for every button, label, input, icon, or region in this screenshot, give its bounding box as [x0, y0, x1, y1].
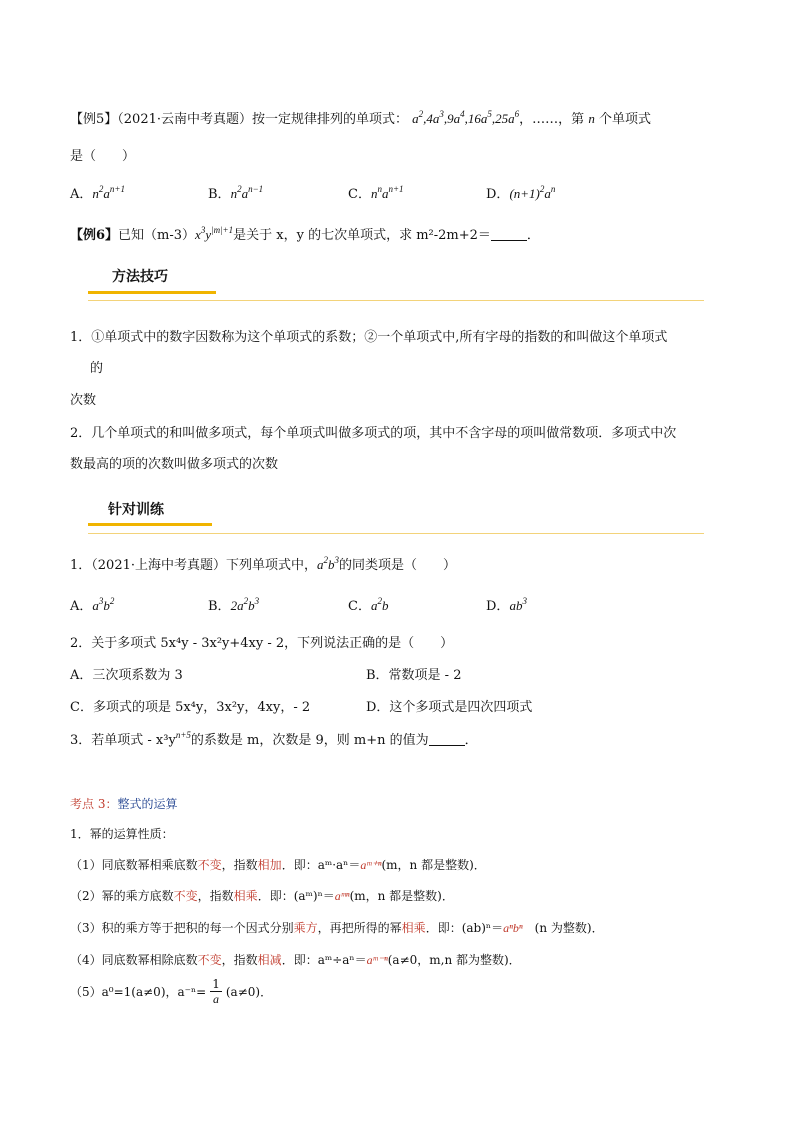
- q2-option-d: D．这个多项式是四次四项式: [366, 700, 533, 715]
- example6-middle: 是关于 x，y 的七次单项式，求 m²-2m+2＝: [233, 228, 491, 243]
- q1-option-b: B．$2a^2b^3$: [208, 596, 260, 614]
- example6-monomial: $x^3y^{|m|+1}$: [195, 225, 234, 242]
- section-rule: [88, 300, 704, 301]
- example-source: （2021·云南中考真题）: [117, 112, 252, 127]
- example-text: 按一定规律排列的单项式：: [252, 112, 409, 127]
- example6-line: [70, 224, 540, 243]
- section-underline: [88, 523, 212, 526]
- example5-line1: [70, 108, 651, 127]
- power-rule-4: （4）同底数幂相除底数不变，指数相减．即：aᵐ÷aⁿ＝aᵐ⁻ⁿ(a≠0，m,n 都为整数)．: [70, 953, 521, 967]
- q2-option-b: B．常数项是 - 2: [366, 668, 462, 683]
- monomial-sequence: $a^2,4a^3,9a^4,16a^5,25a^6$: [412, 109, 520, 126]
- section-underline: [88, 291, 216, 294]
- q1-option-a: A．$a^3b^2$: [70, 596, 115, 614]
- example-tag: 【例5】: [70, 112, 118, 127]
- example5-line2: 是（ ）: [70, 149, 136, 164]
- power-rule-3: （3）积的乘方等于把积的每一个因式分别乘方，再把所得的幂相乘．即：(ab)ⁿ＝aⁿbⁿ (n 为整数)．: [70, 921, 604, 935]
- method-point-2-cont: 数最高的项的次数叫做多项式的次数: [70, 457, 279, 472]
- q1-monomial: $a^2b^3$: [317, 555, 339, 572]
- power-rules-title: 1．幂的运算性质：: [70, 827, 174, 841]
- section-rule: [88, 533, 704, 534]
- variable-n: n: [588, 111, 595, 126]
- example6-prefix: 已知（m-3）: [118, 228, 196, 243]
- fraction: $\frac{1}{a}$: [212, 977, 220, 1006]
- example-tag: 【例6】: [70, 228, 119, 243]
- question-3: 3．若单项式 - $x^3y^{n+5}$的系数是 m，次数是 9，则 m+n 的值为 ．: [70, 730, 478, 748]
- section-title-method: 方法技巧: [112, 269, 168, 285]
- q1-option-c: C．$a^2b$: [348, 596, 389, 614]
- example5-option-c: C．$n^na^{n+1}$: [348, 184, 404, 202]
- example5-option-a: A．$n^2a^{n+1}$: [70, 184, 125, 202]
- method-point-1-cont: 的: [90, 361, 104, 376]
- q2-option-a: A．三次项系数为 3: [70, 668, 183, 683]
- question-2: 2．关于多项式 5x⁴y - 3x²y+4xy - 2，下列说法正确的是（ ）: [70, 636, 454, 651]
- example-tail: ，……，第: [519, 112, 585, 127]
- answer-blank: [429, 733, 465, 746]
- method-point-1: 1．①单项式中的数字因数称为这个单项式的系数；②一个单项式中,所有字母的指数的和叫做这个单项式: [70, 330, 668, 345]
- method-point-2: 2．几个单项式的和叫做多项式，每个单项式叫做多项式的项，其中不含字母的项叫做常数项．多项式中次: [70, 426, 677, 441]
- example-tail2: 个单项式: [598, 112, 651, 127]
- kaodian-heading: 考点 3：整式的运算: [70, 797, 178, 811]
- power-rule-5: （5）a⁰=1(a≠0)，a⁻ⁿ= $\frac{1}{a}$ (a≠0)．: [70, 977, 273, 1006]
- power-rule-1: （1）同底数幂相乘底数不变，指数相加．即：aᵐ·aⁿ＝aᵐ⁺ⁿ(m，n 都是整数)．: [70, 858, 486, 872]
- question-1: 1．（2021·上海中考真题）下列单项式中，$a^2b^3$的同类项是（ ）: [70, 555, 457, 573]
- example5-option-d: D．$(n+1)^2a^n$: [486, 184, 556, 202]
- example5-option-b: B．$n^2a^{n-1}$: [208, 184, 264, 202]
- power-rule-2: （2）幂的乘方底数不变，指数相乘．即：(aᵐ)ⁿ＝aᵐⁿ(m，n 都是整数)．: [70, 889, 454, 903]
- q2-option-c: C．多项式的项是 5x⁴y，3x²y，4xy，- 2: [70, 700, 311, 715]
- method-point-1-cont2: 次数: [70, 393, 97, 408]
- section-title-training: 针对训练: [108, 502, 164, 518]
- example6-end: ．: [526, 228, 540, 243]
- q1-option-d: D．$ab^3$: [486, 596, 527, 614]
- answer-blank: [491, 228, 527, 241]
